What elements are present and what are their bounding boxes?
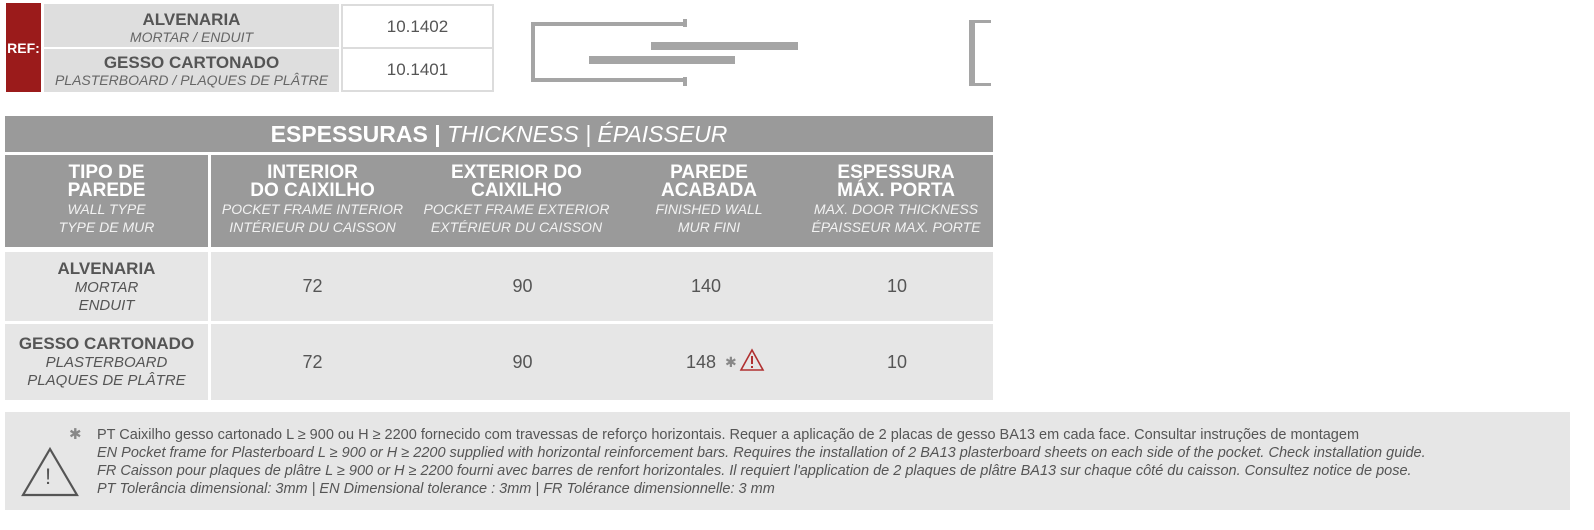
header-sub: POCKET FRAME EXTERIOR bbox=[423, 201, 610, 217]
header-interior bbox=[211, 155, 414, 247]
note-tolerance: PT Tolerância dimensional: 3mm | EN Dimensional tolerance : 3mm | FR Tolérance dimensionnelle: 3 mm bbox=[97, 481, 775, 497]
header-sub: INTÉRIEUR DU CAISSON bbox=[229, 219, 396, 235]
cell-interior: 72 bbox=[302, 351, 323, 372]
cell-exterior: 90 bbox=[512, 351, 533, 372]
ref-code: 10.1401 bbox=[341, 47, 494, 92]
asterisk-icon: ✱ bbox=[725, 354, 737, 370]
banner-title-bold: ESPESSURAS | bbox=[270, 120, 441, 147]
wall-type-name: GESSO CARTONADO bbox=[18, 334, 195, 353]
header-main: ESPESSURA bbox=[837, 162, 955, 183]
header-sub: FINISHED WALL bbox=[655, 201, 763, 217]
header-sub: ÉPAISSEUR MAX. PORTE bbox=[811, 219, 981, 235]
profile-bar-upper bbox=[651, 42, 798, 50]
note-en: EN Pocket frame for Plasterboard L ≥ 900 or H ≥ 2200 supplied with horizontal reinforcement bars. Requires the installation of 2 BA13 plasterboard sheets on each side of the pocket. Check installation guide. bbox=[97, 445, 1426, 461]
ref-tag: REF: bbox=[6, 3, 41, 92]
profile-bottom-rail bbox=[531, 78, 685, 82]
header-sub: TYPE DE MUR bbox=[58, 219, 155, 235]
header-main: CAIXILHO bbox=[471, 180, 562, 201]
header-main: PAREDE bbox=[670, 162, 748, 183]
wall-type-sub: PLASTERBOARD bbox=[45, 354, 168, 371]
asterisk-icon: ✱ bbox=[69, 426, 82, 443]
cell-exterior: 90 bbox=[512, 276, 533, 296]
header-sub: WALL TYPE bbox=[67, 201, 146, 217]
wall-type-sub: MORTAR bbox=[74, 278, 139, 296]
wall-type-name: ALVENARIA bbox=[57, 258, 156, 278]
header-main: TIPO DE bbox=[68, 162, 145, 183]
cell-door: 10 bbox=[886, 276, 908, 296]
table-row-gesso-type bbox=[5, 324, 208, 400]
header-exterior bbox=[414, 155, 619, 247]
ref-row-alvenaria-name bbox=[44, 4, 339, 47]
header-sub: MAX. DOOR THICKNESS bbox=[813, 201, 979, 217]
table-row-alvenaria-type bbox=[5, 252, 208, 321]
header-door-thickness bbox=[799, 155, 993, 247]
profile-bar-lower bbox=[589, 56, 735, 64]
warning-icon bbox=[739, 348, 765, 372]
frame-profile-diagram bbox=[525, 14, 805, 94]
wall-type-sub: ENDUIT bbox=[78, 296, 135, 314]
note-fr: FR Caisson pour plaques de plâtre L ≥ 900 or H ≥ 2200 fourni avec barres de renfort horizontales. Il requiert l'application de 2 plaques de plâtre BA13 sur chaque côté du caisson. Consultez notice de pose. bbox=[97, 463, 1412, 479]
cell-door: 10 bbox=[886, 351, 908, 372]
banner-title-italic: THICKNESS | ÉPAISSEUR bbox=[447, 120, 728, 147]
header-finished-wall bbox=[619, 155, 799, 247]
header-sub: EXTÉRIEUR DU CAISSON bbox=[430, 219, 603, 235]
header-main: INTERIOR bbox=[267, 162, 358, 183]
note-pt: PT Caixilho gesso cartonado L ≥ 900 ou H ≥ 2200 fornecido com travessas de reforço horizontais. Requer a aplicação de 2 placas de gesso BA13 em cada face. Consultar instruções de montagem bbox=[97, 427, 1360, 443]
ref-name: ALVENARIA bbox=[142, 10, 241, 29]
ref-row-gesso-name bbox=[44, 49, 339, 92]
ref-name: GESSO CARTONADO bbox=[103, 53, 280, 72]
header-sub: MUR FINI bbox=[677, 219, 741, 235]
header-main: ACABADA bbox=[660, 180, 758, 201]
header-main: DO CAIXILHO bbox=[250, 180, 375, 201]
profile-top-lip bbox=[683, 19, 687, 27]
thickness-banner bbox=[5, 116, 993, 152]
profile-top-rail bbox=[531, 22, 685, 26]
cell-interior: 72 bbox=[302, 276, 323, 296]
header-main: PAREDE bbox=[67, 180, 146, 201]
cell-finished: 140 bbox=[690, 276, 722, 296]
header-main: MÁX. PORTA bbox=[837, 180, 955, 201]
profile-left-post bbox=[531, 22, 535, 82]
wall-type-sub: PLAQUES DE PLÂTRE bbox=[27, 372, 186, 389]
ref-sub: PLASTERBOARD / PLAQUES DE PLÂTRE bbox=[54, 72, 329, 88]
bracket-profile-diagram bbox=[965, 16, 995, 92]
header-main: EXTERIOR DO bbox=[451, 162, 582, 183]
header-wall-type bbox=[5, 155, 208, 247]
ref-code: 10.1402 bbox=[341, 4, 494, 49]
ref-sub: MORTAR / ENDUIT bbox=[129, 29, 254, 45]
profile-bottom-lip bbox=[683, 77, 687, 86]
warning-mark: ! bbox=[45, 464, 52, 489]
note-panel bbox=[5, 412, 1570, 510]
cell-finished: 148 bbox=[686, 351, 717, 372]
header-sub: POCKET FRAME INTERIOR bbox=[221, 201, 404, 217]
